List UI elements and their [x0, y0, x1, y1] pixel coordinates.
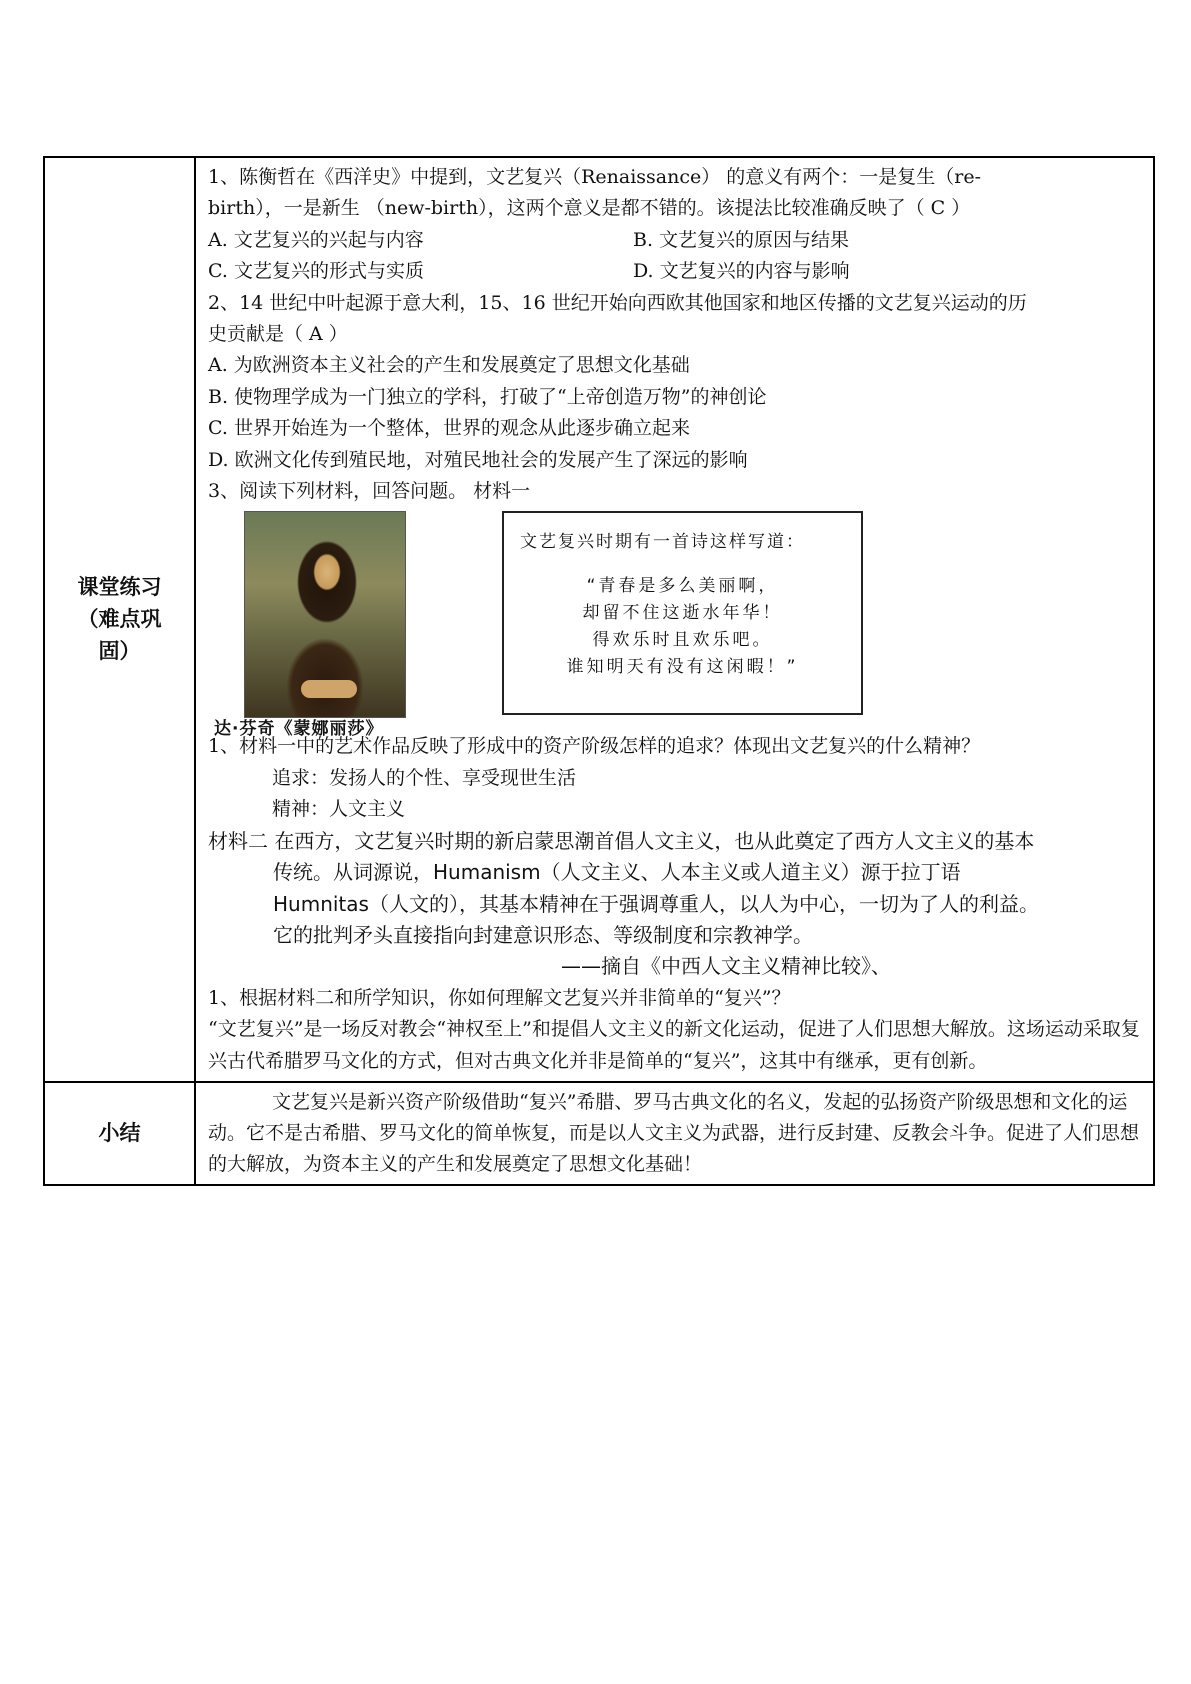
summary-content: [195, 1082, 1154, 1185]
summary-row: [44, 1082, 1154, 1185]
q3-sub2-question: 1、根据材料二和所学知识，你如何理解文艺复兴并非简单的“复兴”？: [208, 986, 791, 1009]
q1-stem-line2: birth），一是新生 （new-birth），这两个意义是都不错的。该提法比较准确反映了（ C ）: [208, 197, 971, 220]
q2-option-a: A. 为欧洲资本主义社会的产生和发展奠定了思想文化基础: [208, 354, 690, 377]
q3-sub1-question: 1、材料一中的艺术作品反映了形成中的资产阶级怎样的追求？体现出文艺复兴的什么精神？: [208, 735, 981, 758]
q3-sub2-answer: “文艺复兴”是一场反对教会“神权至上”和提倡人文主义的新文化运动，促进了人们思想大解放。这场运动采取复兴古代希腊罗马文化的方式，但对古典文化并非是简单的“复兴”，这其中有继承，更有创新。: [208, 1018, 1140, 1072]
poem-lines: [504, 573, 861, 681]
poem-line-3: 得欢乐时且欢乐吧。: [592, 630, 773, 651]
q1-options-row1: [208, 225, 1143, 256]
practice-row: [44, 157, 1154, 1082]
practice-label-line1: 课堂练习: [77, 575, 162, 600]
summary-text: 文艺复兴是新兴资产阶级借助“复兴”希腊、罗马古典文化的名义，发起的弘扬资产阶级思想和文化的运动。它不是古希腊、罗马文化的简单恢复，而是以人文主义为武器，进行反封建、反教会斗争。促进了人们思想的大解放，为资本主义的产生和发展奠定了思想文化基础！: [208, 1090, 1140, 1175]
material2-line3: Humnitas（人文的），其基本精神在于强调尊重人，以人为中心，一切为了人的利益。: [273, 891, 1039, 916]
poem-line-4: 谁知明天有没有这闲暇！”: [566, 657, 799, 678]
q1-stem-line1: 1、陈衡哲在《西洋史》中提到，文艺复兴（Renaissance） 的意义有两个：一是复生（re-: [208, 166, 982, 188]
q3-stem: 3、阅读下列材料，回答问题。 材料一: [208, 480, 531, 503]
q2-option-d: D. 欧洲文化传到殖民地，对殖民地社会的发展产生了深远的影响: [208, 448, 748, 471]
poem-line-2: 却留不住这逝水年华！: [582, 603, 783, 624]
practice-label-line3: 固）: [98, 639, 141, 664]
q2-option-c: C. 世界开始连为一个整体，世界的观念从此逐步确立起来: [208, 417, 690, 440]
practice-content: [195, 157, 1154, 1082]
poem-heading: 文艺复兴时期有一首诗这样写道：: [520, 532, 805, 553]
mona-lisa-caption: 达·芬奇《蒙娜丽莎》: [214, 719, 384, 740]
poem-line-1: “青春是多么美丽啊，: [586, 576, 779, 597]
material2-line2: 传统。从词源说，Humanism（人文主义、人本主义或人道主义）源于拉丁语: [273, 860, 961, 885]
material1: [208, 511, 1143, 740]
practice-label-line2: （难点巩: [77, 607, 162, 632]
material2: [208, 826, 1143, 983]
material2-source: ——摘自《中西人文主义精神比较》、: [561, 954, 891, 979]
q1-option-d: D. 文艺复兴的内容与影响: [633, 260, 850, 283]
poem-box: [502, 511, 863, 715]
summary-label: 小结: [44, 1082, 195, 1185]
material2-line1: 材料二 在西方，文艺复兴时期的新启蒙思潮首倡人文主义，也从此奠定了西方人文主义的基本: [208, 828, 1035, 853]
q3-sub1-answer-spirit: 精神：人文主义: [272, 798, 406, 821]
q2-option-b: B. 使物理学成为一门独立的学科，打破了“上帝创造万物”的神创论: [208, 385, 767, 408]
q2-stem-line2: 史贡献是（ A ）: [208, 323, 348, 346]
lesson-table: [43, 156, 1155, 1186]
mona-lisa-image: [244, 511, 406, 718]
q1-option-b: B. 文艺复兴的原因与结果: [633, 228, 850, 251]
q1-option-c: C. 文艺复兴的形式与实质: [208, 260, 424, 283]
q1-option-a: A. 文艺复兴的兴起与内容: [208, 228, 424, 251]
material2-line4: 它的批判矛头直接指向封建意识形态、等级制度和宗教神学。: [273, 922, 813, 947]
q3-sub1-answer-pursuit: 追求：发扬人的个性、享受现世生活: [272, 766, 577, 789]
practice-label: [44, 157, 195, 1082]
q1-options-row2: [208, 256, 1143, 287]
q2-stem-line1: 2、14 世纪中叶起源于意大利，15、16 世纪开始向西欧其他国家和地区传播的文艺复兴运动的历: [208, 291, 1027, 314]
